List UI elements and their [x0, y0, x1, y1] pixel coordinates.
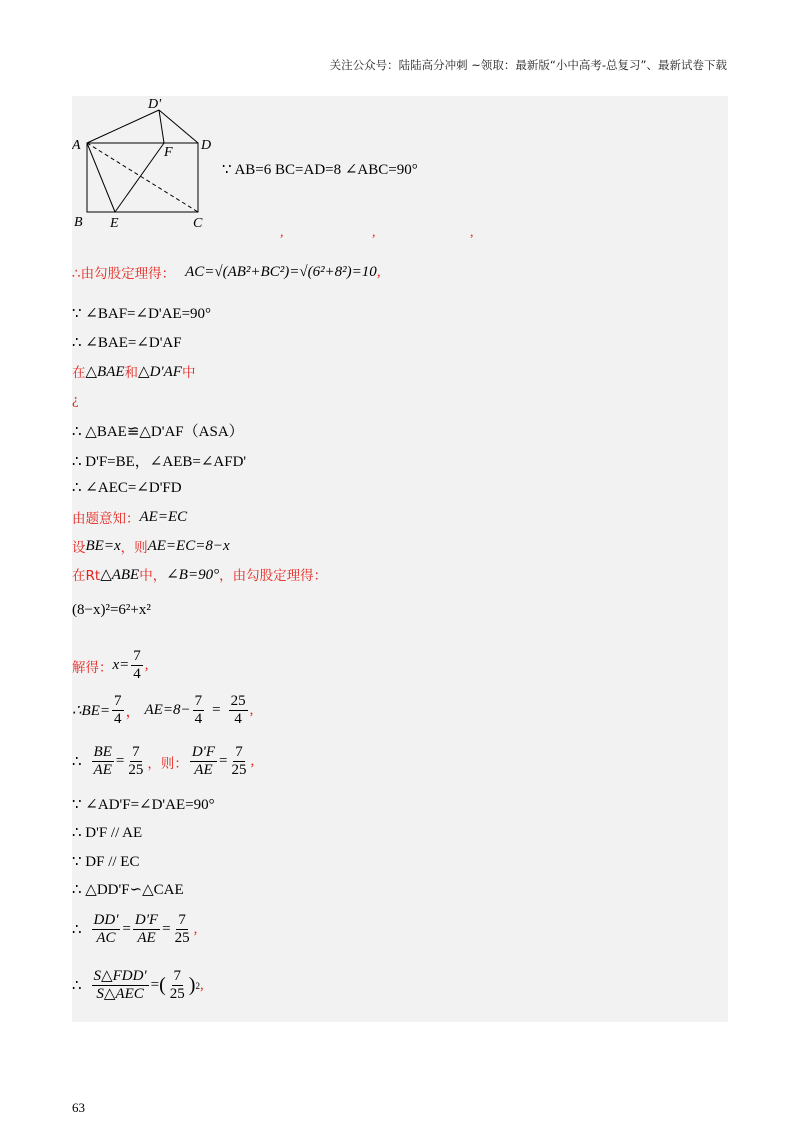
l15-n4: 7 — [233, 744, 245, 762]
l13-den: 4 — [133, 666, 141, 683]
label-d-prime: D' — [148, 97, 162, 112]
l20-d3: 25 — [174, 930, 190, 947]
line-18: ∵ DF // EC — [72, 854, 140, 870]
l21-n2: 7 — [172, 968, 184, 986]
line-21: ∴ $\frac{\text{S△FDD'}}{\text{S△AEC}}$ = ( $\frac{7}{25}$ ) 2 , — [72, 968, 204, 1003]
label-f: F — [164, 145, 173, 160]
l14-d2: 4 — [194, 711, 203, 728]
l1-math: AC=√(AB²+BC²)=√(6²+8²)=10 — [185, 263, 377, 280]
l20-d2: AE — [137, 930, 156, 947]
line-11 — [72, 564, 327, 584]
l14-n2: 7 — [193, 693, 205, 711]
l14-d1: 4 — [114, 711, 122, 728]
page-number: 63 — [72, 1100, 85, 1115]
l20-n2: D'F — [133, 912, 160, 930]
l13-a: 解得： — [72, 659, 113, 676]
line-20: ∴ $\frac{DD'}{AC}$ = $\frac{D'F}{AE}$ = $\frac{7}{25}$ , — [72, 912, 198, 947]
l10-b: BE=x — [85, 537, 121, 554]
line-13: 解得： x= $\frac{7}{4}$ , — [72, 648, 149, 683]
line-14: ∴BE= $\frac{7}{4}$ ， AE=8− $\frac{7}{4}$ = $\frac{25}{4}$ , — [72, 693, 254, 728]
line-5: ¿ — [72, 392, 79, 408]
l15-n3: D'F — [190, 744, 217, 762]
label-d: D — [201, 138, 212, 153]
l11-c: 中， — [139, 568, 167, 584]
label-a: A — [72, 138, 81, 153]
l11-d: ∠B=90° — [166, 566, 220, 583]
l4-d: △D'AF — [138, 363, 182, 380]
l4-c: 和 — [124, 365, 139, 381]
l1-prefix: ∴由勾股定理得： — [72, 266, 176, 282]
line-10 — [72, 536, 230, 556]
l13-b: x= — [112, 657, 130, 674]
comma-1: , — [280, 225, 284, 240]
l15-d4: 25 — [231, 762, 247, 779]
l20-n3: 7 — [176, 912, 188, 930]
l21-n1: S△FDD' — [92, 968, 149, 986]
l14-n3: 25 — [229, 693, 248, 711]
l20-d1: AC — [96, 930, 116, 947]
label-c: C — [193, 216, 203, 231]
line-12: (8−x)²=6²+x² — [72, 602, 151, 618]
l14-d3: 4 — [234, 711, 242, 728]
line-2: ∵ ∠BAF=∠D'AE=90° — [72, 306, 212, 322]
l4-e: 中 — [181, 365, 196, 381]
l14-b: AE=8− — [144, 702, 191, 719]
l14-a: ∴BE= — [72, 703, 110, 720]
line-9 — [72, 507, 187, 527]
line-15: ∴ $\frac{BE}{AE}$ = $\frac{7}{25}$ ，则： $\frac{D'F}{AE}$ = $\frac{7}{25}$ , — [72, 744, 255, 779]
l21-d2: 25 — [169, 986, 185, 1003]
given-conditions: ∵ AB=6 BC=AD=8 ∠ABC=90° — [222, 162, 418, 178]
l15-d1: AE — [93, 762, 112, 779]
line-19: ∴ △DD'F∽△CAE — [72, 882, 184, 898]
l14-n1: 7 — [112, 693, 124, 711]
l4-b: △BAE — [85, 363, 125, 380]
l10-d: AE=EC=8−x — [147, 537, 230, 554]
l10-c: ，则 — [120, 540, 148, 556]
l11-e: ，由勾股定理得： — [219, 568, 328, 584]
label-e: E — [110, 216, 119, 231]
line-8: ∴ ∠AEC=∠D'FD — [72, 480, 182, 496]
l4-a: 在 — [72, 365, 86, 381]
line-3: ∴ ∠BAE=∠D'AF — [72, 335, 182, 351]
line-4 — [72, 361, 195, 381]
l11-a: 在Rt — [72, 568, 101, 584]
line-6: ∴ △BAE≌△D'AF（ASA） — [72, 424, 244, 440]
label-b: B — [74, 215, 83, 230]
comma-3: , — [470, 225, 474, 240]
l1-end: , — [376, 263, 381, 280]
l15-d2: 25 — [128, 762, 144, 779]
l15-n1: BE — [92, 744, 114, 762]
l15-n2: 7 — [130, 744, 142, 762]
l13-num: 7 — [131, 648, 143, 666]
page-header: 关注公众号：陆陆高分冲刺 ~领取：最新版“小中高考-总复习”、最新试卷下载 — [329, 58, 727, 72]
l11-b: △ABE — [100, 566, 140, 583]
line-pythagoras-ac — [72, 262, 381, 282]
comma-2: , — [372, 225, 376, 240]
line-17: ∴ D'F // AE — [72, 825, 143, 841]
line-16: ∵ ∠AD'F=∠D'AE=90° — [72, 797, 215, 813]
l9-a: 由题意知： — [72, 511, 140, 527]
l13-frac — [131, 648, 143, 684]
l15-d3: AE — [194, 762, 213, 779]
geometry-figure — [72, 94, 222, 234]
l15-mid: ，则： — [147, 755, 188, 772]
line-7: ∴ D'F=BE，∠AEB=∠AFD' — [72, 454, 247, 470]
l20-n1: DD' — [92, 912, 121, 930]
l9-b: AE=EC — [139, 508, 188, 525]
l21-d1: S△AEC — [96, 986, 144, 1003]
l10-a: 设 — [72, 540, 86, 556]
